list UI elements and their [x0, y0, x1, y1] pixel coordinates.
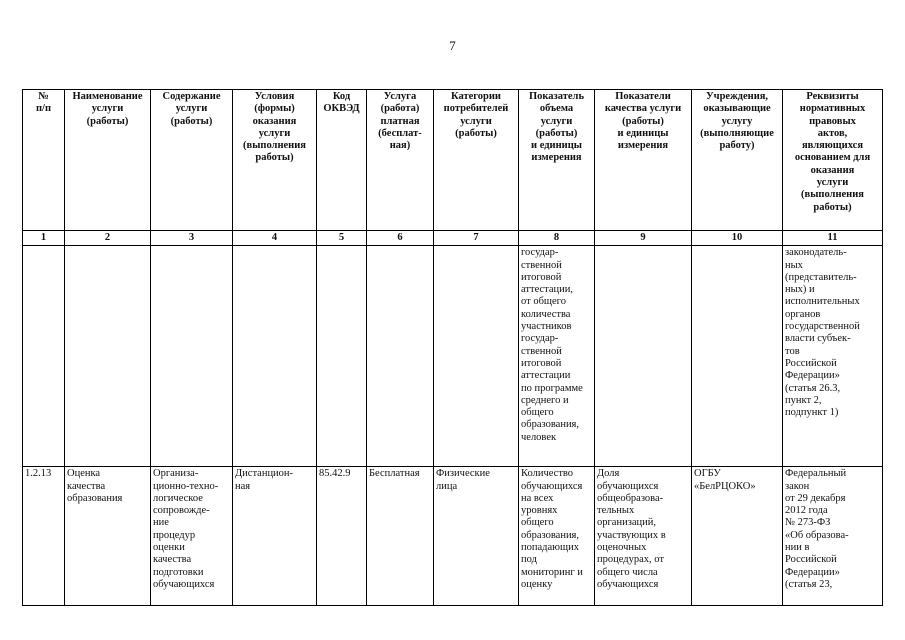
table-cell-okved: 85.42.9 — [317, 467, 367, 606]
page-number: 7 — [449, 38, 456, 53]
header-cell-okved: Код ОКВЭД — [317, 90, 367, 231]
table-row-service — [23, 467, 883, 606]
table-cell — [434, 246, 519, 467]
table-cell — [233, 246, 317, 467]
header-cell-service-name: Наименование услуги (работы) — [65, 90, 151, 231]
column-number: 10 — [692, 231, 783, 246]
table-cell-quality-indicator: Доля обучающихся общеобразова- тельных организаций, участвующих в оценочных процедурах, от общего числа обучающихся — [595, 467, 692, 606]
header-cell-quality-indicator: Показатели качества услуги (работы) и единицы измерения — [595, 90, 692, 231]
column-number: 8 — [519, 231, 595, 246]
table-cell-service-name: Оценка качества образования — [65, 467, 151, 606]
header-cell-number: № п/п — [23, 90, 65, 231]
table-cell-service-content: Организа- ционно-техно- логическое сопровожде- ние процедур оценки качества подготовки обучающихся — [151, 467, 233, 606]
table-cell — [151, 246, 233, 467]
table-cell-number: 1.2.13 — [23, 467, 65, 606]
table-cell — [65, 246, 151, 467]
header-cell-institutions: Учреждения, оказывающие услугу (выполняющие работу) — [692, 90, 783, 231]
table-cell-paid: Бесплатная — [367, 467, 434, 606]
header-cell-legal-acts: Реквизиты нормативных правовых актов, являющихся основанием для оказания услуги (выполнения работы) — [783, 90, 883, 231]
header-row — [23, 90, 883, 231]
column-number: 5 — [317, 231, 367, 246]
table-cell-legal-acts: законодатель- ных (представитель- ных) и исполнительных органов государственной власти субъек- тов Российской Федерации» (статья 26.3, пункт 2, подпункт 1) — [783, 246, 883, 467]
column-number: 9 — [595, 231, 692, 246]
header-cell-service-content: Содержание услуги (работы) — [151, 90, 233, 231]
column-number: 7 — [434, 231, 519, 246]
table-cell — [317, 246, 367, 467]
table-cell — [595, 246, 692, 467]
table-cell-volume-indicator: Количество обучающихся на всех уровнях общего образования, попадающих под мониторинг и оценку — [519, 467, 595, 606]
table-cell — [23, 246, 65, 467]
column-number: 4 — [233, 231, 317, 246]
header-cell-consumers: Категории потребителей услуги (работы) — [434, 90, 519, 231]
column-number-row — [23, 231, 883, 246]
table-row-continuation — [23, 246, 883, 467]
column-number: 1 — [23, 231, 65, 246]
services-table — [22, 89, 883, 606]
column-number: 3 — [151, 231, 233, 246]
table-cell-volume-indicator: государ- ственной итоговой аттестации, от общего количества участников государ- ственной итоговой аттестации по программе среднего и общего образования, человек — [519, 246, 595, 467]
header-cell-paid: Услуга (работа) платная (бесплат- ная) — [367, 90, 434, 231]
table-cell-institution: ОГБУ «БелРЦОКО» — [692, 467, 783, 606]
table-cell — [692, 246, 783, 467]
header-cell-volume-indicator: Показатель объема услуги (работы) и единицы измерения — [519, 90, 595, 231]
table-cell-consumers: Физические лица — [434, 467, 519, 606]
table-cell-legal-acts: Федеральный закон от 29 декабря 2012 года № 273-ФЗ «Об образова- нии в Российской Федерации» (статья 23, — [783, 467, 883, 606]
table-cell — [367, 246, 434, 467]
column-number: 2 — [65, 231, 151, 246]
column-number: 6 — [367, 231, 434, 246]
header-cell-conditions: Условия (формы) оказания услуги (выполнения работы) — [233, 90, 317, 231]
column-number: 11 — [783, 231, 883, 246]
table-cell-conditions: Дистанцион- ная — [233, 467, 317, 606]
